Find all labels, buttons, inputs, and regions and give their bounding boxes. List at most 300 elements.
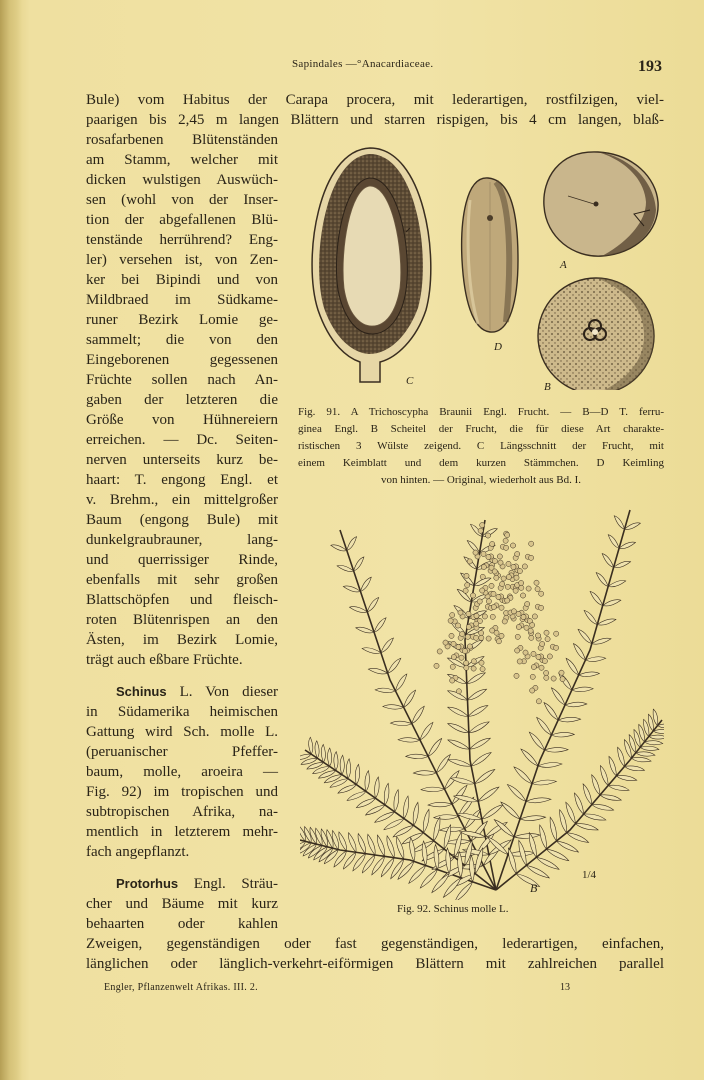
leaflet (575, 824, 598, 830)
body-line-bottom-1: Zweigen, gegenständigen oder fast gegenständigen, lederartigen, einfachen, (86, 936, 664, 952)
berry (505, 598, 510, 603)
leaflet (367, 597, 378, 611)
text-line: Gattung wird Sch. molle L. (86, 724, 278, 740)
leaflet (428, 738, 441, 756)
berry (448, 618, 453, 623)
berry (532, 614, 537, 619)
embryo-d (462, 178, 518, 332)
text-line: roten Blütenrispen an den (86, 612, 278, 628)
berry (503, 545, 508, 550)
column-paragraph-schinus (86, 682, 278, 862)
text-line: tion der abgefallenen Blü- (86, 212, 278, 228)
berry (536, 699, 541, 704)
berry (450, 678, 455, 683)
leaflet (448, 759, 471, 766)
page-number: 193 (638, 58, 662, 75)
text-line: Fig. 92) im tropischen und (86, 784, 278, 800)
leaflet (334, 752, 338, 771)
leaflet (434, 815, 459, 820)
leaflet (565, 702, 587, 707)
berry (437, 649, 442, 654)
leaflet (410, 838, 415, 862)
leaflet (468, 706, 488, 717)
berry (480, 666, 485, 671)
leaflet (434, 844, 439, 869)
figure-91-label-d: D (494, 341, 502, 353)
leaflet (384, 783, 389, 805)
leaflet (640, 746, 659, 750)
leaflet (585, 657, 605, 662)
leaflet (514, 834, 540, 839)
leaflet (501, 802, 520, 819)
leaflet (404, 690, 416, 707)
berry (470, 593, 475, 598)
berry (544, 630, 549, 635)
berry (511, 609, 516, 614)
leaflet (397, 837, 404, 859)
berry (503, 538, 508, 543)
leaflet (475, 769, 495, 783)
leaflet (340, 755, 344, 774)
protorhus-first-line: Protorhus Engl. Sträu- (116, 876, 278, 892)
text-line: Früchte sollen nach An- (86, 372, 278, 388)
leaflet (551, 732, 574, 737)
leaflet (597, 619, 616, 625)
berry (530, 688, 535, 693)
berry (502, 619, 507, 624)
leaflet (574, 793, 583, 814)
text-line: Eingeborenen gegessenen (86, 352, 278, 368)
berry (466, 624, 471, 629)
leaflet (590, 591, 603, 605)
leaflet (395, 674, 406, 691)
leaflet (560, 810, 567, 833)
berry (456, 689, 461, 694)
leaflet (550, 817, 556, 841)
footer-signature: 13 (560, 982, 570, 993)
berry (510, 543, 515, 548)
caption-line: einem Keimblatt und dem kurzen Stämmchen. D Keimling (298, 457, 664, 469)
berry (516, 611, 521, 616)
text-line: Ästen, im Bezirk Lomie, (86, 632, 278, 648)
leaflet (381, 638, 394, 653)
berry (544, 675, 549, 680)
leaflet (596, 573, 608, 587)
berry (477, 599, 482, 604)
leaflet (649, 735, 664, 739)
caption-line: ristischen 3 Wülste zeigend. C Längsschnitt der Frucht, mit (298, 440, 664, 452)
berry (480, 574, 485, 579)
leaflet (546, 849, 568, 861)
berry (517, 568, 522, 573)
leaflet (529, 732, 544, 750)
leaflet (567, 833, 589, 843)
leaflet (384, 819, 404, 830)
leaflet (608, 535, 619, 549)
leaflet (600, 766, 608, 786)
berry (455, 623, 460, 628)
leaflet (404, 796, 409, 819)
leaflet (482, 805, 503, 819)
berry (490, 614, 495, 619)
fruit-a (544, 152, 658, 256)
leaflet (409, 865, 426, 883)
leaflet (645, 741, 663, 745)
berry (459, 655, 464, 660)
leaflet (443, 878, 460, 898)
berry (486, 636, 491, 641)
text-line: rosafarbenen Blütenständen (86, 132, 278, 148)
berry (538, 605, 543, 610)
leaflet (608, 581, 626, 587)
leaflet (338, 785, 356, 794)
berry (559, 670, 564, 675)
leaflet (544, 703, 558, 720)
leaflet (631, 757, 651, 761)
leaflet (388, 658, 401, 673)
figure-92-caption: Fig. 92. Schinus molle L. (397, 903, 509, 915)
berry (520, 593, 525, 598)
leaflet (559, 673, 572, 690)
leaflet (451, 778, 475, 784)
leaflet (412, 706, 424, 723)
leaflet (448, 707, 468, 716)
leaflet (579, 672, 600, 677)
berry (450, 612, 455, 617)
berry (486, 554, 491, 559)
berry (500, 581, 505, 586)
schinus-genus: Schinus (116, 684, 167, 699)
text-line: ler) versehen ist, von Zen- (86, 252, 278, 268)
berry (542, 658, 547, 663)
leaflet (360, 577, 371, 591)
berry (474, 613, 479, 618)
text-line: gaben der letzteren die (86, 392, 278, 408)
text-line: cher und Bäume mit kurz (86, 896, 278, 912)
caption-line: ginea Engl. B Scheitel der Frucht, die für diese Art charakte- (298, 423, 664, 435)
berry (449, 633, 454, 638)
fruit-longitudinal-section-c (312, 148, 431, 382)
leaflet (609, 756, 616, 776)
leaflet (592, 804, 614, 810)
berry (485, 533, 490, 538)
leaflet (532, 780, 556, 785)
leaflet (519, 840, 526, 865)
berry (531, 651, 536, 656)
leaflet (432, 874, 449, 893)
leaflet (600, 795, 621, 801)
figure-91-caption (298, 404, 664, 489)
column-paragraph-protorhus (86, 874, 278, 934)
berry (450, 664, 455, 669)
leaflet (468, 689, 487, 700)
berry (458, 610, 463, 615)
leaflet (383, 705, 404, 710)
berry (498, 560, 503, 565)
leaflet (428, 802, 452, 807)
leaflet (365, 771, 369, 792)
leaflet (471, 753, 491, 766)
text-line: ker bei Bipindi und von (86, 272, 278, 288)
berry (481, 564, 486, 569)
leaflet (584, 610, 597, 624)
running-title: Sapindales —°Anacardiaceae. (292, 58, 434, 70)
leaflet (538, 762, 562, 767)
leaflet (545, 748, 569, 753)
leaflet (347, 791, 366, 800)
book-gutter (0, 0, 22, 1080)
text-line: tenstände herrührend? Eng- (86, 232, 278, 248)
protorhus-genus: Protorhus (116, 876, 179, 891)
berry (547, 654, 552, 659)
berry (481, 551, 486, 556)
leaflet (393, 825, 414, 836)
berry (521, 614, 526, 619)
berry (528, 555, 533, 560)
leaflet (390, 721, 411, 725)
berry (505, 532, 510, 537)
berry (434, 663, 439, 668)
leaflet (398, 738, 420, 742)
leaflet (558, 717, 580, 722)
leaflet (616, 776, 636, 781)
leaflet (448, 724, 469, 733)
berry (467, 644, 472, 649)
leaflet (551, 688, 565, 705)
column-paragraph-trichoscypha (86, 130, 278, 670)
berry (530, 674, 535, 679)
leaflet (614, 561, 631, 567)
schinus-fruit-clusters (434, 522, 565, 703)
berry (515, 551, 520, 556)
berry (463, 588, 468, 593)
berry (506, 574, 511, 579)
berry (528, 628, 533, 633)
leaflet (602, 554, 613, 568)
leaflet (421, 787, 444, 791)
leaflet (452, 785, 467, 804)
leaflet (356, 627, 374, 633)
berry (480, 588, 485, 593)
berry (506, 561, 511, 566)
leaflet (347, 537, 357, 551)
berry (482, 614, 487, 619)
text-line: dicken wulstigen Auswüch- (86, 172, 278, 188)
berry (499, 605, 504, 610)
berry (494, 575, 499, 580)
schinus-first-line: Schinus L. Von dieser (116, 684, 278, 700)
leaflet (592, 775, 600, 795)
caption-line: Fig. 91. A Trichoscypha Braunii Engl. Frucht. — B—D T. ferru- (298, 406, 664, 418)
leaflet (648, 714, 653, 731)
berry (490, 541, 495, 546)
leaflet (526, 865, 549, 878)
leaflet (584, 814, 606, 820)
leaflet (566, 802, 576, 823)
leaflet (423, 809, 429, 832)
leaflet (526, 798, 551, 803)
text-line: Blattschöpfen und fleisch- (86, 592, 278, 608)
berry (499, 633, 504, 638)
berry (505, 584, 510, 589)
berry (529, 635, 534, 640)
leaflet (592, 638, 611, 644)
berry (473, 635, 478, 640)
berry (443, 640, 448, 645)
text-line: subtropischen Afrika, na- (86, 804, 278, 820)
berry (514, 575, 519, 580)
berry (553, 645, 558, 650)
berry (479, 635, 484, 640)
leaflet (507, 785, 526, 802)
leaflet (578, 629, 592, 643)
text-line: behaarten oder kahlen (86, 916, 278, 932)
leaflet (625, 523, 641, 530)
leaflet (583, 784, 592, 805)
leaflet (420, 870, 437, 888)
berry (466, 611, 471, 616)
leaflet (625, 766, 645, 771)
berry (479, 630, 484, 635)
figure-92-label-b: B (530, 881, 538, 895)
berry (465, 634, 470, 639)
leaflet (618, 747, 625, 766)
leaflet (368, 668, 387, 674)
berry (489, 583, 494, 588)
berry (514, 673, 519, 678)
leaflet (603, 600, 621, 606)
leaflet (375, 812, 395, 823)
text-line: sen (wohl von der Inser- (86, 192, 278, 208)
leaflet (467, 673, 485, 684)
leaflet (470, 738, 491, 749)
leaflet (636, 752, 655, 756)
body-line-top-2: paarigen bis 2,45 m langen Blättern und starren rispigen, bis 4 cm langen, blaß- (86, 112, 664, 128)
leaflet (448, 740, 470, 749)
leaflet (309, 737, 313, 754)
berry (560, 676, 565, 681)
leaflet (413, 771, 436, 775)
leaflet (406, 754, 428, 758)
leaflet (377, 835, 384, 856)
leaflet (557, 841, 579, 852)
leaflet (348, 833, 356, 853)
leaflet (540, 825, 547, 849)
text-line: v. Brehm., ein mittelgroßer (86, 492, 278, 508)
berry (491, 604, 496, 609)
figure-92-scale: 1/4 (582, 869, 597, 881)
berry (515, 634, 520, 639)
text-line: dunkelgraubrauner, lang- (86, 532, 278, 548)
text-line: trägt auch eßbare Früchte. (86, 652, 243, 668)
text-line: Baum (engong Bule) mit (86, 512, 278, 528)
leaflet (619, 542, 635, 549)
berry (523, 650, 528, 655)
text-line: haart: T. engong Engl. et (86, 472, 278, 488)
leaflet (608, 785, 629, 790)
text-line: mentlich in letzterem mehr- (86, 824, 278, 840)
berry (519, 585, 524, 590)
berry (531, 664, 536, 669)
berry (486, 599, 491, 604)
berry (474, 621, 479, 626)
body-line-top-1: Bule) vom Habitus der Carapa procera, mit lederartigen, rostfilzigen, viel- (86, 92, 664, 108)
leaflet (508, 848, 516, 874)
text-line: runer Bezirk Lomie ge- (86, 312, 278, 328)
figure-91-label-c: C (406, 375, 414, 387)
berry (473, 550, 478, 555)
berry (511, 564, 516, 569)
body-line-bottom-2: länglichen oder länglich-verkehrt-eiförmigen Blättern mit zahlreichen parallel (86, 956, 664, 972)
text-line: in Südamerika heimischen (86, 704, 278, 720)
leaflet (321, 744, 325, 762)
text-line: Größe von Hühnereiern (86, 412, 278, 428)
leaflet (328, 748, 332, 766)
berry (501, 576, 506, 581)
leaflet (469, 722, 489, 733)
berry (464, 665, 469, 670)
berry (465, 582, 470, 587)
caption-line: von hinten. — Original, wiederholt aus Bd. I. (380, 474, 582, 486)
berry (496, 594, 501, 599)
berry (496, 639, 501, 644)
berry (451, 641, 456, 646)
leaflet (514, 767, 532, 784)
berry (540, 641, 545, 646)
berry (526, 586, 531, 591)
leaflet (356, 798, 375, 808)
leaflet (350, 607, 368, 613)
leaflet (478, 787, 499, 801)
leaflet (355, 764, 359, 784)
leaflet (368, 834, 376, 855)
berry (522, 564, 527, 569)
berry (467, 559, 472, 564)
berry (525, 601, 530, 606)
berry (536, 654, 541, 659)
berry (529, 541, 534, 546)
leaflet (337, 565, 354, 571)
berry (530, 622, 535, 627)
berry (479, 660, 484, 665)
leaflet (572, 687, 593, 692)
leaflet (387, 836, 394, 858)
berry (460, 631, 465, 636)
leaflet (354, 557, 364, 571)
leaflet (653, 709, 658, 725)
text-line: am Stamm, welcher mit (86, 152, 278, 168)
leaflet (394, 790, 399, 812)
leaflet (521, 749, 538, 766)
berry (554, 631, 559, 636)
leaflet (434, 817, 440, 841)
berry (471, 659, 476, 664)
berry (516, 624, 521, 629)
text-line: erreichen. — Dc. Seiten- (86, 432, 278, 448)
berry (480, 522, 485, 527)
text-line: nerven unterseits kurz be- (86, 452, 278, 468)
leaflet (436, 755, 450, 773)
text-line: fach angepflanzt. (86, 844, 190, 860)
berry (490, 628, 495, 633)
berry (551, 676, 556, 681)
leaflet (343, 586, 360, 592)
berry (462, 648, 467, 653)
berry (456, 644, 461, 649)
leaflet (420, 722, 433, 740)
text-line: (peruanischer Pfeffer- (86, 744, 278, 760)
leaflet (536, 857, 559, 869)
